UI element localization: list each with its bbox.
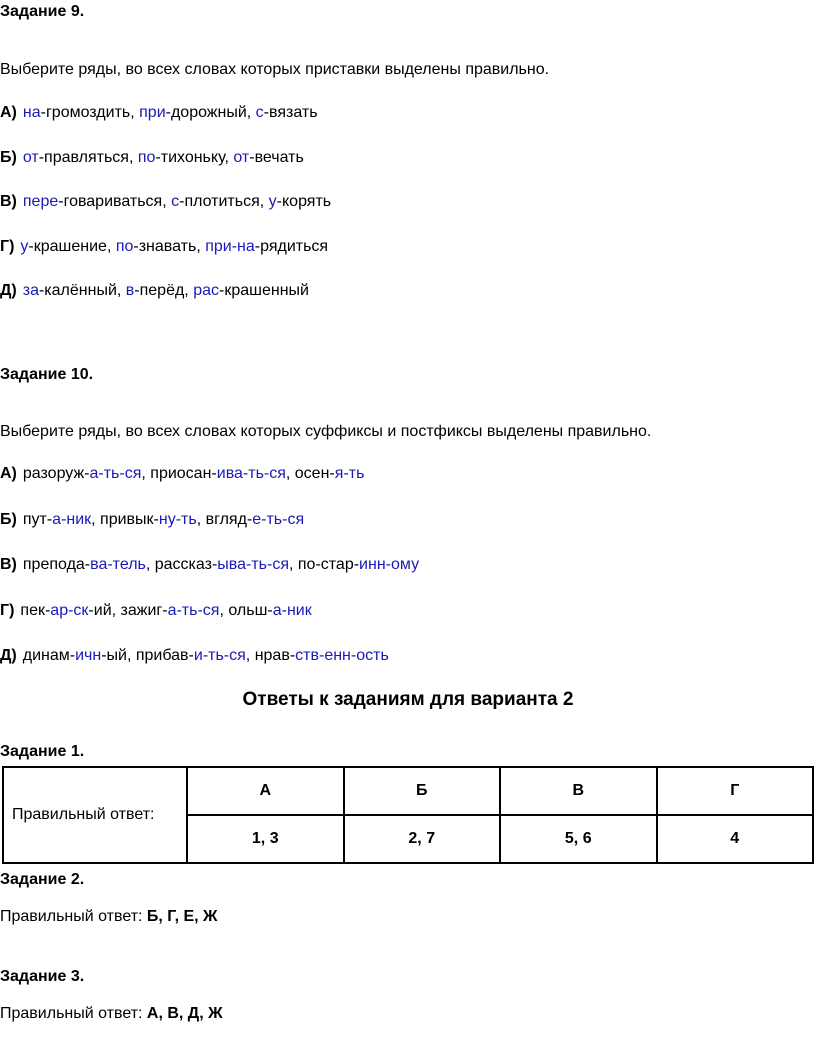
word-part: -корять — [276, 193, 332, 210]
word-part: -рядиться — [254, 237, 329, 255]
task9-option — [0, 103, 318, 123]
answers-heading: Ответы к заданиям для варианта 2 — [242, 689, 574, 710]
task10-option — [0, 601, 312, 621]
option-letter: Д) — [0, 282, 17, 299]
word-part: -вязать — [263, 104, 318, 121]
word-part: -тихоньку, — [155, 148, 234, 166]
word-part: , нрав- — [245, 647, 296, 664]
word-part: -ый, прибав- — [101, 647, 194, 664]
answer-task2-line — [0, 907, 217, 927]
highlighted-morpheme: с — [171, 193, 180, 210]
task10-option — [0, 510, 304, 530]
word-part: динам- — [22, 647, 76, 664]
option-letter: В) — [0, 556, 17, 573]
task9-option — [0, 281, 309, 301]
answer-task3-line — [0, 1004, 223, 1024]
word-part: -знавать, — [133, 237, 206, 255]
task9-option — [0, 192, 331, 212]
word-part: пек- — [20, 601, 51, 619]
highlighted-morpheme: инн-ому — [359, 556, 420, 573]
word-part: -правляться, — [38, 148, 138, 166]
answer-task2-label: Правильный ответ: — [0, 908, 147, 925]
highlighted-morpheme: а-ть-ся — [167, 601, 220, 619]
option-letter: Б) — [0, 510, 17, 528]
word-part: , приосан- — [141, 465, 217, 482]
option-letter: Б) — [0, 148, 17, 166]
task10-title: Задание 10. — [0, 366, 94, 383]
highlighted-morpheme: пере — [22, 193, 59, 210]
word-part: , осен- — [285, 465, 335, 482]
option-letter: В) — [0, 193, 17, 210]
answer-task3-title: Задание 3. — [0, 968, 85, 985]
answer-task3-label: Правильный ответ: — [0, 1005, 147, 1022]
word-part: -ий, зажиг- — [88, 601, 168, 619]
task10-instruction: Выберите ряды, во всех словах которых суффиксы и постфиксы выделены правильно. — [0, 423, 652, 440]
word-part: -крашение, — [28, 237, 116, 255]
highlighted-morpheme: ыва-ть-ся — [217, 556, 289, 573]
highlighted-morpheme: и-ть-ся — [193, 647, 246, 664]
highlighted-morpheme: у — [268, 193, 277, 210]
highlighted-morpheme: у — [20, 237, 29, 255]
highlighted-morpheme: по — [137, 148, 156, 166]
task9-instruction: Выберите ряды, во всех словах которых приставки выделены правильно. — [0, 61, 550, 78]
word-part: , рассказ- — [145, 556, 218, 573]
word-part: , по-стар- — [288, 556, 360, 573]
highlighted-morpheme: ива-ть-ся — [216, 465, 286, 482]
task9-title: Задание 9. — [0, 3, 85, 20]
option-letter: Г) — [0, 601, 15, 619]
answer-task1-title: Задание 1. — [0, 743, 85, 760]
word-part: -плотиться, — [179, 193, 269, 210]
answer-cell: 1, 3 — [187, 815, 344, 863]
word-part: , вгляд- — [196, 510, 253, 528]
answer-col-header: А — [187, 767, 344, 815]
highlighted-morpheme: ств-енн-ость — [295, 647, 389, 664]
task10-option — [0, 555, 419, 575]
option-letter: А) — [0, 104, 17, 121]
highlighted-morpheme: при — [139, 104, 166, 121]
highlighted-morpheme: ва-тель — [90, 556, 146, 573]
option-letter: Г) — [0, 237, 15, 255]
task9-option — [0, 237, 328, 257]
word-part: -говариваться, — [58, 193, 172, 210]
highlighted-morpheme: от — [233, 148, 250, 166]
highlighted-morpheme: при-на — [205, 237, 255, 255]
highlighted-morpheme: ар-ск — [50, 601, 89, 619]
highlighted-morpheme: в — [125, 282, 135, 299]
highlighted-morpheme: а-ть-ся — [89, 465, 142, 482]
highlighted-morpheme: с — [255, 104, 264, 121]
answer-cell: 5, 6 — [500, 815, 657, 863]
highlighted-morpheme: по — [115, 237, 134, 255]
answer-task2-value: Б, Г, Е, Ж — [146, 908, 218, 925]
highlighted-morpheme: на — [22, 104, 41, 121]
word-part: -громоздить, — [40, 104, 140, 121]
answer-table — [2, 766, 814, 864]
answer-row-label: Правильный ответ: — [3, 767, 187, 863]
answer-task2-title: Задание 2. — [0, 871, 85, 888]
answer-col-header: В — [500, 767, 657, 815]
word-part: -дорожный, — [165, 104, 256, 121]
highlighted-morpheme: ичн — [75, 647, 102, 664]
highlighted-morpheme: от — [22, 148, 39, 166]
task9-option — [0, 148, 304, 168]
highlighted-morpheme: а-ник — [272, 601, 312, 619]
word-part: препода- — [22, 556, 91, 573]
answer-cell: 4 — [657, 815, 814, 863]
word-part: -вечать — [249, 148, 304, 166]
task10-option — [0, 646, 389, 666]
highlighted-morpheme: рас — [193, 282, 219, 299]
highlighted-morpheme: я-ть — [334, 465, 365, 482]
word-part: разоруж- — [22, 465, 90, 482]
option-letter: А) — [0, 465, 17, 482]
answer-task3-value: А, В, Д, Ж — [146, 1005, 223, 1022]
highlighted-morpheme: е-ть-ся — [252, 510, 305, 528]
word-part: -перёд, — [134, 282, 194, 299]
word-part: -калённый, — [38, 282, 126, 299]
word-part: , ольш- — [219, 601, 273, 619]
highlighted-morpheme: за — [22, 282, 39, 299]
answer-col-header: Г — [657, 767, 814, 815]
word-part: -крашенный — [219, 282, 309, 299]
word-part: , привык- — [91, 510, 159, 528]
task10-option — [0, 464, 364, 484]
answer-cell: 2, 7 — [344, 815, 501, 863]
highlighted-morpheme: ну-ть — [158, 510, 197, 528]
word-part: пут- — [22, 510, 53, 528]
answer-col-header: Б — [344, 767, 501, 815]
highlighted-morpheme: а-ник — [52, 510, 92, 528]
option-letter: Д) — [0, 647, 17, 664]
